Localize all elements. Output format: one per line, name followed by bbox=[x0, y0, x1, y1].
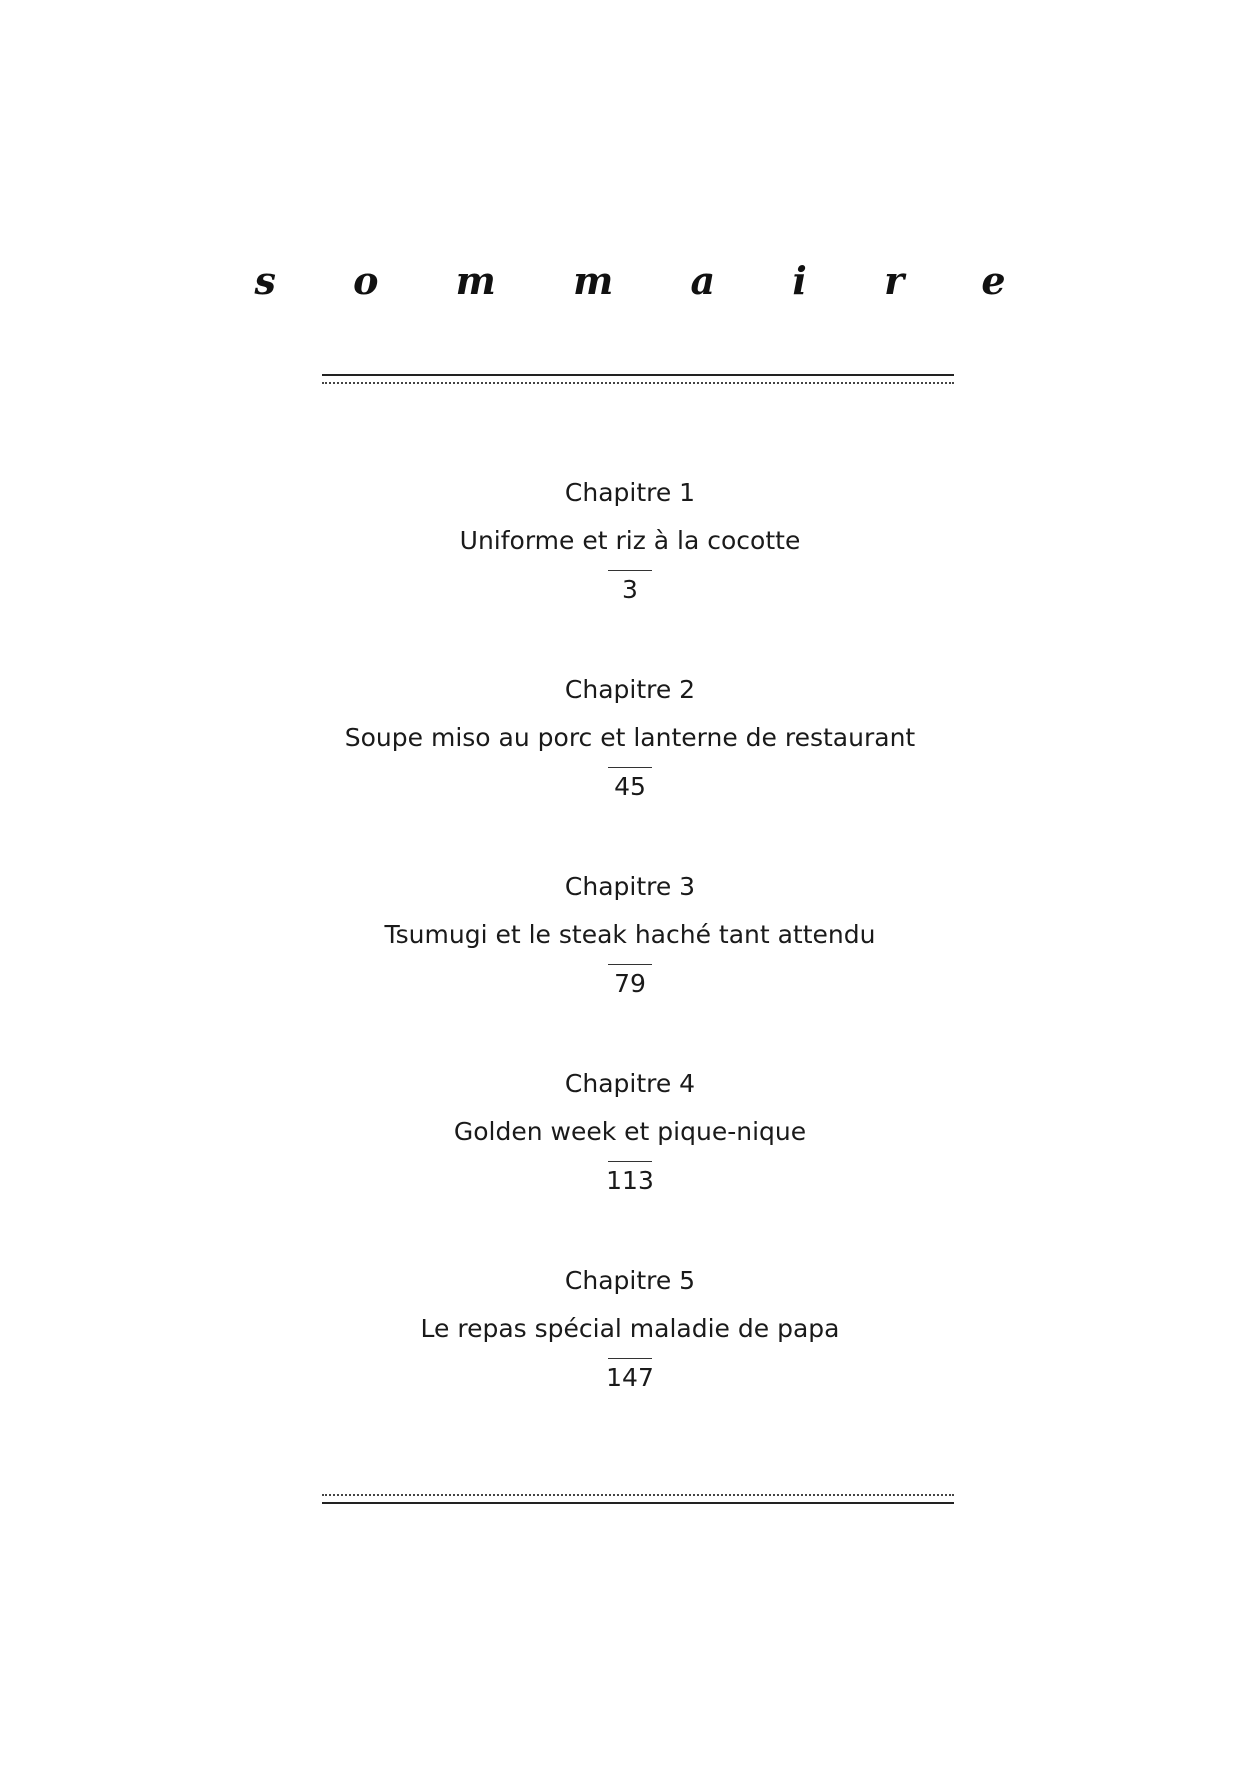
toc-entry-2[interactable] bbox=[0, 675, 1260, 802]
bottom-divider bbox=[322, 1494, 954, 1504]
bottom-divider-dotted-line bbox=[322, 1494, 954, 1496]
chapter-label: Chapitre 4 bbox=[564, 1069, 696, 1098]
chapter-label: Chapitre 2 bbox=[564, 675, 696, 704]
chapter-title: Uniforme et riz à la cocotte bbox=[459, 526, 801, 555]
top-divider-solid-line bbox=[322, 374, 954, 376]
chapter-separator bbox=[608, 570, 652, 571]
toc-entry-1[interactable] bbox=[0, 478, 1260, 605]
bottom-divider-solid-line bbox=[322, 1502, 954, 1504]
chapter-page-number: 113 bbox=[606, 1166, 654, 1195]
chapter-page-number: 3 bbox=[622, 575, 638, 604]
chapter-page-number: 45 bbox=[614, 772, 646, 801]
chapter-label: Chapitre 1 bbox=[564, 478, 696, 507]
chapter-separator bbox=[608, 767, 652, 768]
toc-entry-5[interactable] bbox=[0, 1266, 1260, 1393]
chapter-page-number: 79 bbox=[614, 969, 646, 998]
chapter-title: Le repas spécial maladie de papa bbox=[420, 1314, 840, 1343]
chapter-separator bbox=[608, 1161, 652, 1162]
chapter-page-number: 147 bbox=[606, 1363, 654, 1392]
chapter-separator bbox=[608, 964, 652, 965]
chapter-title: Soupe miso au porc et lanterne de restaurant bbox=[344, 723, 916, 752]
chapter-label: Chapitre 5 bbox=[564, 1266, 696, 1295]
chapter-title: Tsumugi et le steak haché tant attendu bbox=[384, 920, 876, 949]
top-divider bbox=[322, 374, 954, 384]
page-title: s o m m a i r e bbox=[254, 258, 1038, 303]
toc-entry-3[interactable] bbox=[0, 872, 1260, 999]
chapter-separator bbox=[608, 1358, 652, 1359]
chapter-title: Golden week et pique-nique bbox=[453, 1117, 807, 1146]
chapter-label: Chapitre 3 bbox=[564, 872, 696, 901]
toc-entry-4[interactable] bbox=[0, 1069, 1260, 1196]
top-divider-dotted-line bbox=[322, 382, 954, 384]
